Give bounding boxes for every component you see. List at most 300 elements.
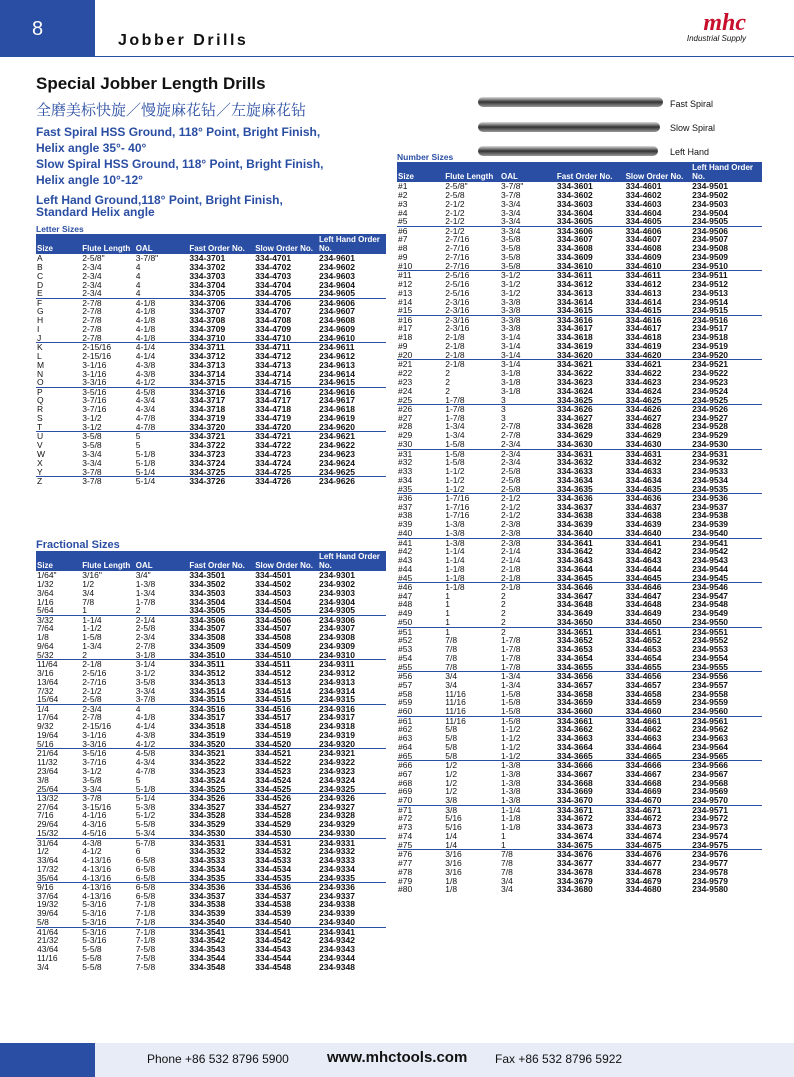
table-cell: 234-9338 (319, 899, 355, 910)
table-cell: 234-9620 (319, 421, 355, 432)
table-cell: 3-1/2 (501, 278, 521, 289)
table-cell: 1-3/4 (445, 430, 465, 441)
table-cell: 234-9324 (319, 774, 355, 785)
fractional-sizes-table (36, 551, 386, 971)
table-cell: 234-9615 (319, 377, 355, 388)
table-cell: 234-9526 (691, 405, 762, 414)
table-cell: 334-3531 (188, 838, 254, 847)
table-cell: 334-3521 (188, 749, 254, 758)
table-cell: #78 (398, 866, 413, 877)
table-cell: 334-4606 (625, 226, 692, 235)
table-cell: 5/8 (445, 741, 458, 752)
table-cell: 234-9512 (692, 278, 729, 289)
table-cell: 2-7/8 (81, 298, 135, 307)
table-cell: 234-9527 (692, 412, 729, 423)
table-cell: 334-3605 (556, 216, 593, 227)
table-cell: #52 (398, 635, 413, 646)
column-header: Left Hand Order No. (691, 162, 762, 182)
table-cell: 334-3672 (556, 813, 593, 824)
table-cell: 15/64 (37, 694, 59, 705)
table-cell: 7-5/8 (135, 952, 156, 963)
table-cell: 334-4670 (625, 795, 662, 806)
table-cell: 23/64 (37, 765, 59, 776)
table-cell: 2-5/8 (445, 189, 465, 200)
table-cell: 234-9341 (318, 927, 386, 936)
table-cell: 1 (445, 599, 450, 610)
table-cell: 1 (501, 839, 506, 850)
table-cell: 234-9576 (691, 850, 762, 859)
table-cell: 2-3/16 (445, 305, 470, 316)
table-cell: 234-9621 (318, 432, 386, 441)
table-cell: 334-3505 (189, 605, 226, 616)
table-cell: 334-4712 (255, 350, 292, 361)
table-cell: 334-3509 (189, 641, 226, 652)
table-cell: 3/16 (444, 850, 500, 859)
table-cell: 234-9603 (319, 270, 355, 281)
table-cell: 4 (135, 288, 141, 299)
table-cell: 334-4657 (625, 679, 662, 690)
table-cell: #9 (398, 252, 408, 263)
table-cell: 334-3724 (189, 457, 226, 468)
table-cell: 334-3710 (189, 332, 226, 343)
table-cell: 334-4505 (255, 605, 292, 616)
table-cell: 334-3543 (189, 943, 226, 954)
table-cell: 334-3723 (189, 448, 226, 459)
table-cell: 3-5/8 (501, 252, 521, 263)
table-cell: 2-5/8 (82, 694, 102, 705)
table-cell: 334-3668 (556, 777, 593, 788)
table-cell: 334-3637 (556, 501, 593, 512)
table-cell: 1/2 (445, 786, 458, 797)
table-cell: 234-9550 (692, 617, 729, 628)
table-cell: 334-3608 (556, 243, 593, 254)
table-cell: 2-7/16 (445, 252, 470, 263)
table-cell: 4-3/8 (135, 730, 156, 741)
table-cell: 334-4614 (625, 296, 662, 307)
table-cell: 7/8 (445, 635, 458, 646)
table-cell: 334-3616 (556, 315, 625, 324)
table-cell: 334-4718 (255, 404, 292, 415)
table-cell: 334-3532 (189, 846, 226, 857)
fractional-sizes-caption: Fractional Sizes (36, 539, 120, 551)
table-cell: 1 (82, 605, 88, 616)
table-cell: 4-1/8 (135, 306, 156, 317)
table-cell: 334-3607 (556, 234, 593, 245)
table-cell: 334-3515 (189, 694, 226, 705)
table-cell: 2 (501, 599, 506, 610)
table-cell: 234-9604 (319, 279, 355, 290)
table-cell: 11/16 (445, 697, 466, 708)
table-cell: 3-1/16 (82, 730, 107, 741)
table-cell: 5/8 (445, 733, 458, 744)
table-cell: #44 (398, 563, 413, 574)
table-cell: 234-9508 (692, 243, 729, 254)
table-cell: V (37, 439, 43, 450)
table-cell: 3-7/8 (135, 694, 156, 705)
table-cell: 334-3625 (556, 394, 593, 405)
table-cell: 2-3/4 (501, 457, 521, 468)
table-cell: 334-3633 (556, 465, 593, 476)
table-cell: #3 (398, 198, 408, 209)
table-cell: 5 (135, 774, 141, 785)
table-cell: 334-3669 (556, 786, 593, 797)
table-cell: 1-7/8 (445, 412, 465, 423)
table-cell: 2-5/8 (501, 465, 521, 476)
table-cell: 334-4658 (625, 688, 662, 699)
table-cell: 334-4714 (255, 368, 292, 379)
table-cell: 3-5/16 (81, 387, 135, 396)
table-cell: 334-4653 (625, 644, 662, 654)
table-cell: 3-5/8 (82, 439, 102, 450)
table-cell: 334-3617 (556, 323, 593, 334)
table-cell: 4-1/8 (135, 315, 156, 326)
table-cell: 2-3/4 (82, 261, 102, 272)
table-cell: 1-3/8 (135, 578, 156, 589)
table-cell: 3-3/4 (501, 198, 521, 209)
column-header: Fast Order No. (556, 162, 625, 182)
table-cell: 2 (500, 627, 556, 636)
column-header: Flute Length (444, 162, 500, 182)
table-cell: 3-7/8 (82, 466, 102, 477)
table-cell: 234-9570 (692, 795, 729, 806)
table-cell: 5-1/4 (135, 794, 189, 803)
column-header: Size (36, 234, 81, 254)
table-cell: 234-9344 (319, 952, 355, 963)
table-cell: 334-3666 (556, 761, 625, 770)
table-cell: 334-4659 (625, 697, 662, 708)
table-cell: 5-5/8 (135, 819, 156, 830)
table-cell: 334-4651 (625, 627, 692, 636)
table-cell: 234-9304 (319, 596, 355, 607)
table-cell: 3-3/4 (501, 207, 521, 218)
table-cell: 234-9515 (692, 305, 729, 316)
table-cell: 2 (445, 367, 450, 378)
table-cell: 1/2 (445, 777, 458, 788)
table-cell: J (37, 332, 42, 343)
table-cell: 2-7/16 (82, 676, 107, 687)
table-cell: 3-3/4 (500, 226, 556, 235)
table-cell: 334-3536 (188, 883, 254, 892)
table-row (397, 618, 762, 627)
table-cell: 11/16 (445, 688, 466, 699)
footer-website[interactable]: www.mhctools.com (327, 1049, 468, 1066)
table-cell: #11 (397, 271, 444, 280)
table-cell: #23 (398, 376, 413, 387)
table-cell: 334-3529 (189, 819, 226, 830)
table-cell: #49 (398, 608, 413, 619)
table-cell: 3-1/2 (500, 271, 556, 280)
table-cell: 334-4680 (625, 884, 662, 895)
table-cell: O (37, 377, 44, 388)
table-cell: 334-3722 (189, 439, 226, 450)
table-cell: 334-3636 (556, 494, 625, 503)
table-cell: 1-3/8 (501, 795, 521, 806)
table-cell: #50 (398, 617, 413, 628)
table-cell: 234-9579 (692, 875, 729, 886)
table-cell: 334-3640 (556, 528, 593, 539)
table-cell: #30 (398, 439, 413, 450)
table-cell: 334-4677 (625, 857, 662, 868)
table-cell: 334-3652 (556, 635, 593, 646)
table-cell: #26 (397, 405, 444, 414)
table-cell: 334-3706 (188, 298, 254, 307)
table-cell: 334-3517 (189, 712, 226, 723)
table-cell: 234-9540 (692, 528, 729, 539)
table-cell: #9 (398, 341, 408, 352)
table-cell: 334-4619 (625, 341, 662, 352)
table-cell: 4-1/8 (135, 712, 156, 723)
table-cell: 5 (135, 439, 141, 450)
table-cell: 234-9313 (319, 676, 355, 687)
column-header: Slow Order No. (254, 234, 318, 254)
table-cell: 1/2 (445, 768, 458, 779)
table-cell: 5/8 (445, 724, 458, 735)
table-cell: 234-9539 (692, 519, 729, 530)
table-cell: 334-4607 (625, 234, 662, 245)
table-cell: 234-9513 (692, 287, 729, 298)
table-cell: #40 (398, 528, 413, 539)
table-cell: 334-4709 (255, 324, 292, 335)
spec-line: Slow Spiral HSS Ground, 118° Point, Bright Finish, (36, 157, 324, 171)
table-cell: 334-3703 (189, 270, 226, 281)
table-cell: 334-4535 (255, 872, 292, 883)
table-cell: 2-3/4 (82, 270, 102, 281)
table-row (397, 885, 762, 894)
table-cell: 1-7/16 (444, 494, 500, 503)
table-cell: E (37, 288, 43, 299)
table-row (36, 829, 386, 838)
table-cell: 5 (135, 432, 189, 441)
table-cell: 334-3717 (189, 395, 226, 406)
table-cell: 334-3715 (189, 377, 226, 388)
table-cell: Z (36, 477, 81, 486)
table-cell: 334-3712 (189, 350, 226, 361)
table-cell: #80 (398, 884, 413, 895)
table-cell: 3-3/4 (82, 457, 102, 468)
table-cell: 334-3511 (188, 660, 254, 669)
table-cell: R (37, 404, 44, 415)
table-cell: 334-3620 (556, 349, 593, 360)
column-header: Flute Length (81, 551, 135, 571)
table-cell: 234-9619 (319, 413, 355, 424)
table-cell: 2-1/2 (82, 685, 102, 696)
table-cell: #76 (397, 850, 444, 859)
table-cell: 334-3720 (189, 421, 226, 432)
table-cell: 334-4636 (625, 494, 692, 503)
table-cell: 334-3675 (556, 839, 593, 850)
table-cell: 234-9626 (318, 477, 386, 486)
table-cell: 234-9607 (319, 306, 355, 317)
table-cell: 35/64 (37, 872, 59, 883)
table-cell: 1-1/8 (445, 572, 465, 583)
table-cell: D (37, 279, 44, 290)
table-cell: 234-9318 (319, 721, 355, 732)
table-cell: A (37, 253, 43, 263)
table-cell: #33 (398, 465, 413, 476)
table-cell: 334-3524 (189, 774, 226, 785)
fast-spiral-label: Fast Spiral (670, 99, 714, 109)
table-cell: 334-4601 (625, 181, 662, 191)
table-cell: 4-1/8 (135, 298, 189, 307)
table-cell: #15 (398, 305, 413, 316)
table-cell: 3-7/16 (82, 756, 107, 767)
table-cell: 4-3/16 (82, 819, 107, 830)
spec-line: Helix angle 35°- 40° (36, 141, 147, 155)
table-cell: 1-3/8 (501, 777, 521, 788)
table-cell: 234-9331 (318, 838, 386, 847)
table-cell: 234-9572 (692, 813, 729, 824)
table-cell: 334-3628 (556, 421, 593, 432)
table-cell: #56 (397, 672, 444, 681)
table-cell: 1/4 (36, 704, 81, 713)
table-cell: 334-4608 (625, 243, 662, 254)
table-cell: 5-1/8 (135, 783, 156, 794)
table-cell: 234-9334 (319, 863, 355, 874)
table-cell: 3-3/8 (501, 305, 521, 316)
table-cell: 234-9528 (692, 421, 729, 432)
table-cell: 334-4543 (255, 943, 292, 954)
table-cell: 4-1/4 (135, 343, 189, 352)
table-cell: 2-1/2 (501, 501, 521, 512)
table-cell: #53 (398, 644, 413, 654)
table-cell: #16 (397, 315, 444, 324)
table-cell: 3 (501, 412, 506, 423)
table-cell: 3-1/2 (82, 421, 102, 432)
table-cell: 1-3/8 (444, 538, 500, 547)
table-cell: 334-4707 (255, 306, 292, 317)
table-cell: 234-9546 (691, 583, 762, 592)
table-cell: 3/4 (82, 587, 95, 598)
table-cell: 234-9538 (692, 510, 729, 521)
table-cell: W (37, 448, 46, 459)
footer-fax: Fax +86 532 8796 5922 (495, 1052, 623, 1066)
table-cell: 234-9520 (692, 349, 729, 360)
table-cell: #61 (397, 716, 444, 725)
table-cell: 334-3504 (189, 596, 226, 607)
table-cell: 334-4517 (255, 712, 292, 723)
table-cell: 334-3718 (189, 404, 226, 415)
table-cell: 1-7/8 (444, 405, 500, 414)
table-cell: 334-4660 (625, 706, 662, 717)
table-cell: 334-3705 (189, 288, 226, 299)
table-cell: 334-4622 (625, 367, 662, 378)
table-cell: 7-1/8 (135, 935, 156, 946)
table-cell: 334-4716 (254, 387, 318, 396)
table-cell: 334-3548 (189, 961, 226, 972)
table-cell: 3-3/4 (501, 216, 521, 227)
table-cell: 334-4509 (255, 641, 292, 652)
table-cell: 334-4646 (625, 583, 692, 592)
table-cell: 334-3656 (556, 672, 625, 681)
table-cell: 334-3714 (189, 368, 226, 379)
table-cell: 3-7/8" (135, 253, 159, 263)
table-cell: 5-5/8 (82, 961, 102, 972)
table-cell: #51 (397, 627, 444, 636)
column-header: Flute Length (81, 234, 135, 254)
table-cell: #1 (398, 181, 408, 191)
table-cell: 334-4720 (255, 421, 292, 432)
table-cell: 3/4 (501, 884, 513, 895)
table-cell: 334-4672 (625, 813, 662, 824)
table-cell: 334-3665 (556, 750, 593, 761)
table-cell: 334-3613 (556, 287, 593, 298)
table-cell: 3-1/8 (501, 376, 521, 387)
column-header: Fast Order No. (188, 551, 254, 571)
table-cell: 334-4527 (255, 801, 292, 812)
table-cell: 234-9577 (692, 857, 729, 868)
table-cell: 234-9521 (691, 360, 762, 369)
table-cell: 1-3/8 (500, 761, 556, 770)
table-cell: 334-4523 (255, 765, 292, 776)
table-cell: 334-4531 (254, 838, 318, 847)
table-cell: 21/32 (37, 935, 59, 946)
table-cell: Y (37, 466, 43, 477)
table-cell: 3/8 (445, 795, 458, 806)
table-cell: #42 (398, 546, 413, 557)
column-header: Left Hand Order No. (318, 234, 386, 254)
table-cell: 334-3609 (556, 252, 593, 263)
table-cell: 3-7/16 (82, 404, 107, 415)
table-cell: 334-4645 (625, 572, 662, 583)
table-cell: 1 (445, 608, 450, 619)
table-cell: #22 (398, 367, 413, 378)
column-header: Slow Order No. (625, 162, 692, 182)
table-cell: 25/64 (37, 783, 59, 794)
table-cell: 1-5/8 (444, 449, 500, 458)
table-cell: 334-4652 (625, 635, 662, 646)
table-cell: 2-5/16 (445, 287, 470, 298)
table-cell: 3-5/8 (135, 676, 156, 687)
table-cell: 4-1/4 (135, 721, 156, 732)
table-cell: 334-3534 (189, 863, 226, 874)
table-cell: 2-3/16 (445, 323, 470, 334)
table-cell: 334-3670 (556, 795, 593, 806)
table-cell: 334-4519 (255, 730, 292, 741)
table-cell: 334-4706 (254, 298, 318, 307)
table-cell: 334-4539 (255, 908, 292, 919)
table-cell: 334-3624 (556, 385, 593, 396)
table-cell: 3-5/8 (82, 774, 102, 785)
table-cell: 3/4 (445, 679, 458, 690)
table-cell: #69 (398, 786, 413, 797)
table-cell: 31/64 (36, 838, 81, 847)
table-cell: 11/16 (444, 716, 500, 725)
table-cell: 1-7/8 (445, 394, 465, 405)
table-cell: #4 (398, 207, 408, 218)
table-cell: 334-3502 (189, 578, 226, 589)
table-cell: 3-1/4 (501, 341, 521, 352)
left-hand-label: Left Hand (670, 147, 710, 157)
table-cell: #17 (398, 323, 413, 334)
table-cell: 33/64 (37, 854, 59, 865)
table-cell: M (37, 359, 45, 370)
table-cell: 21/64 (36, 749, 81, 758)
table-cell: 334-4503 (255, 587, 292, 598)
table-cell: 334-3639 (556, 519, 593, 530)
table-cell: 334-4612 (625, 278, 662, 289)
table-cell: 334-4661 (625, 716, 692, 725)
table-cell: 9/32 (37, 721, 54, 732)
table-cell: 334-4665 (625, 750, 662, 761)
table-cell: #70 (398, 795, 413, 806)
table-cell: 234-9317 (319, 712, 355, 723)
table-cell: 4-13/16 (82, 890, 112, 901)
table-cell: 334-4620 (625, 349, 662, 360)
table-cell: T (37, 421, 43, 432)
table-cell: 6-5/8 (135, 863, 156, 874)
table-cell: 334-3713 (189, 359, 226, 370)
table-cell: 234-9529 (692, 430, 729, 441)
